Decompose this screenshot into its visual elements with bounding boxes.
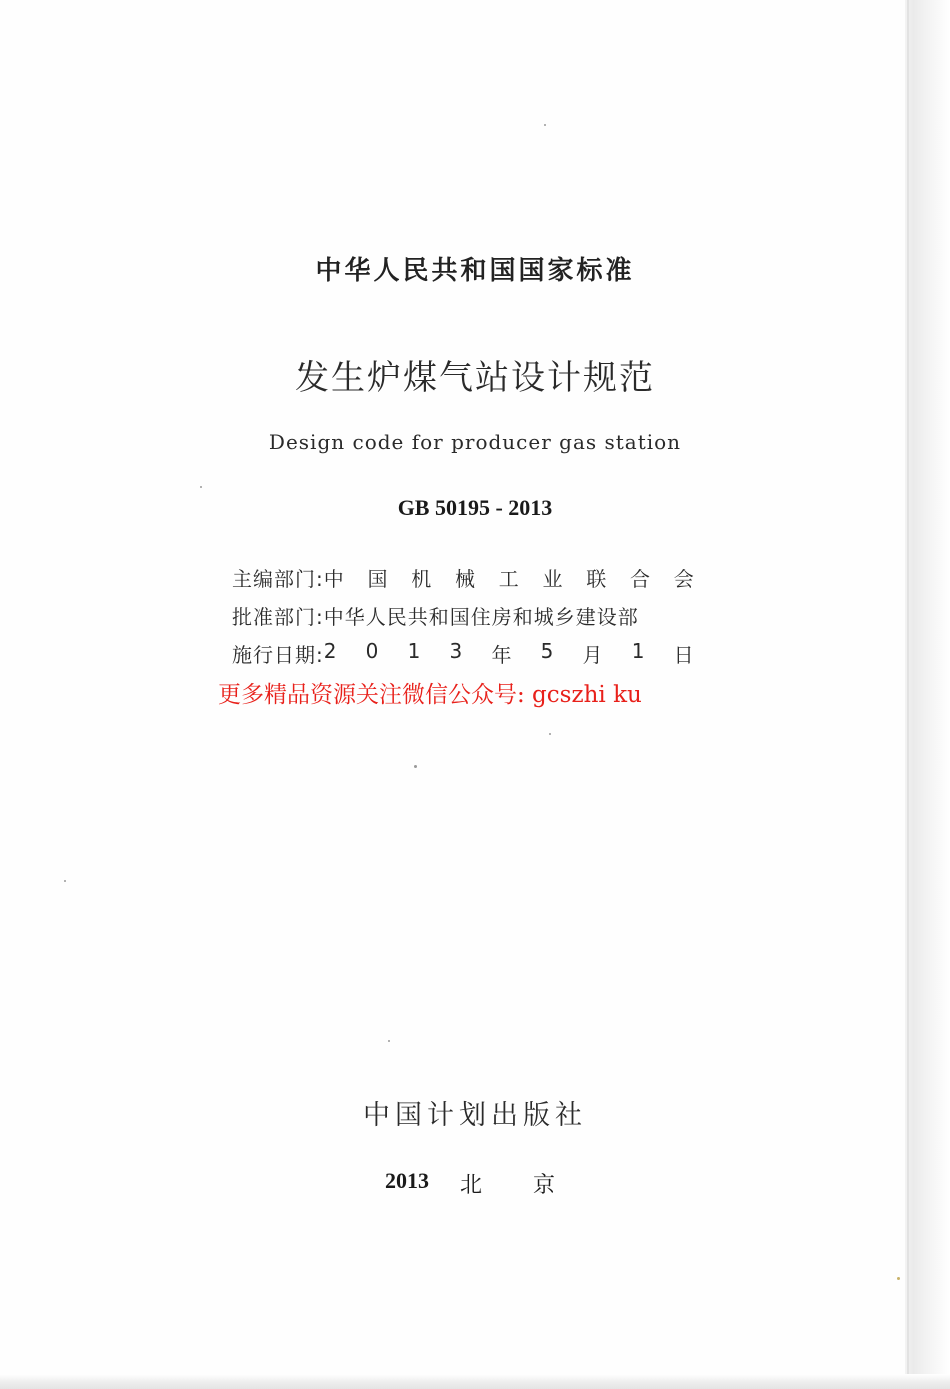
publication-city (460, 1168, 555, 1199)
publication-year: 2013 (385, 1168, 429, 1193)
chief-editor-char: 机 (411, 566, 432, 591)
chief-editor-label: 主编部门: (232, 566, 324, 591)
scan-speck (64, 880, 66, 882)
approver-value: 中华人民共和国住房和城乡建设部 (323, 604, 639, 629)
publication-city-char: 北 (460, 1173, 483, 1198)
standard-code: GB 50195 - 2013 (397, 495, 553, 520)
effective-date-char: 5 (540, 638, 554, 663)
chief-editor-char: 工 (498, 566, 519, 591)
chief-editor-char: 联 (586, 566, 607, 591)
effective-date-char: 日 (673, 642, 694, 667)
chief-editor-char: 会 (673, 566, 694, 591)
effective-date-char: 1 (407, 638, 421, 663)
page-edge-right (905, 0, 950, 1389)
effective-date-row (232, 634, 732, 672)
publication-place (385, 1168, 555, 1199)
chief-editor-char: 械 (455, 566, 475, 591)
chief-editor-char: 中 (323, 566, 344, 591)
scan-speck (897, 1277, 900, 1280)
page-edge-right-line (907, 0, 909, 1389)
effective-date-value (324, 639, 694, 668)
publication-info (232, 558, 732, 672)
publication-city-char: 京 (532, 1173, 555, 1198)
standard-heading: 中华人民共和国国家标准 (315, 256, 635, 286)
effective-date-char: 2 (323, 638, 337, 663)
chief-editor-row (232, 558, 732, 596)
effective-date-char: 月 (582, 642, 603, 667)
effective-date-char: 1 (631, 638, 645, 663)
approver-label: 批准部门: (232, 604, 324, 629)
effective-date-label: 施行日期: (232, 642, 324, 667)
title-english: Design code for producer gas station (268, 430, 682, 454)
chief-editor-char: 业 (542, 566, 563, 591)
scan-speck (549, 733, 551, 735)
chief-editor-char: 合 (630, 566, 650, 591)
page-edge-bottom (0, 1374, 950, 1389)
scan-speck (200, 486, 202, 488)
title-chinese: 发生炉煤气站设计规范 (295, 358, 655, 398)
scan-speck (544, 124, 546, 126)
watermark-text: 更多精品资源关注微信公众号: gcszhi ku (218, 682, 642, 708)
publisher-name: 中国计划出版社 (363, 1100, 587, 1131)
effective-date-char: 3 (449, 638, 463, 663)
chief-editor-char: 国 (367, 566, 388, 591)
approver-row (232, 596, 732, 634)
chief-editor-value (324, 563, 694, 592)
effective-date-char: 0 (365, 638, 379, 663)
effective-date-char: 年 (491, 642, 512, 667)
scan-speck (388, 1040, 390, 1042)
scan-speck (414, 765, 417, 768)
